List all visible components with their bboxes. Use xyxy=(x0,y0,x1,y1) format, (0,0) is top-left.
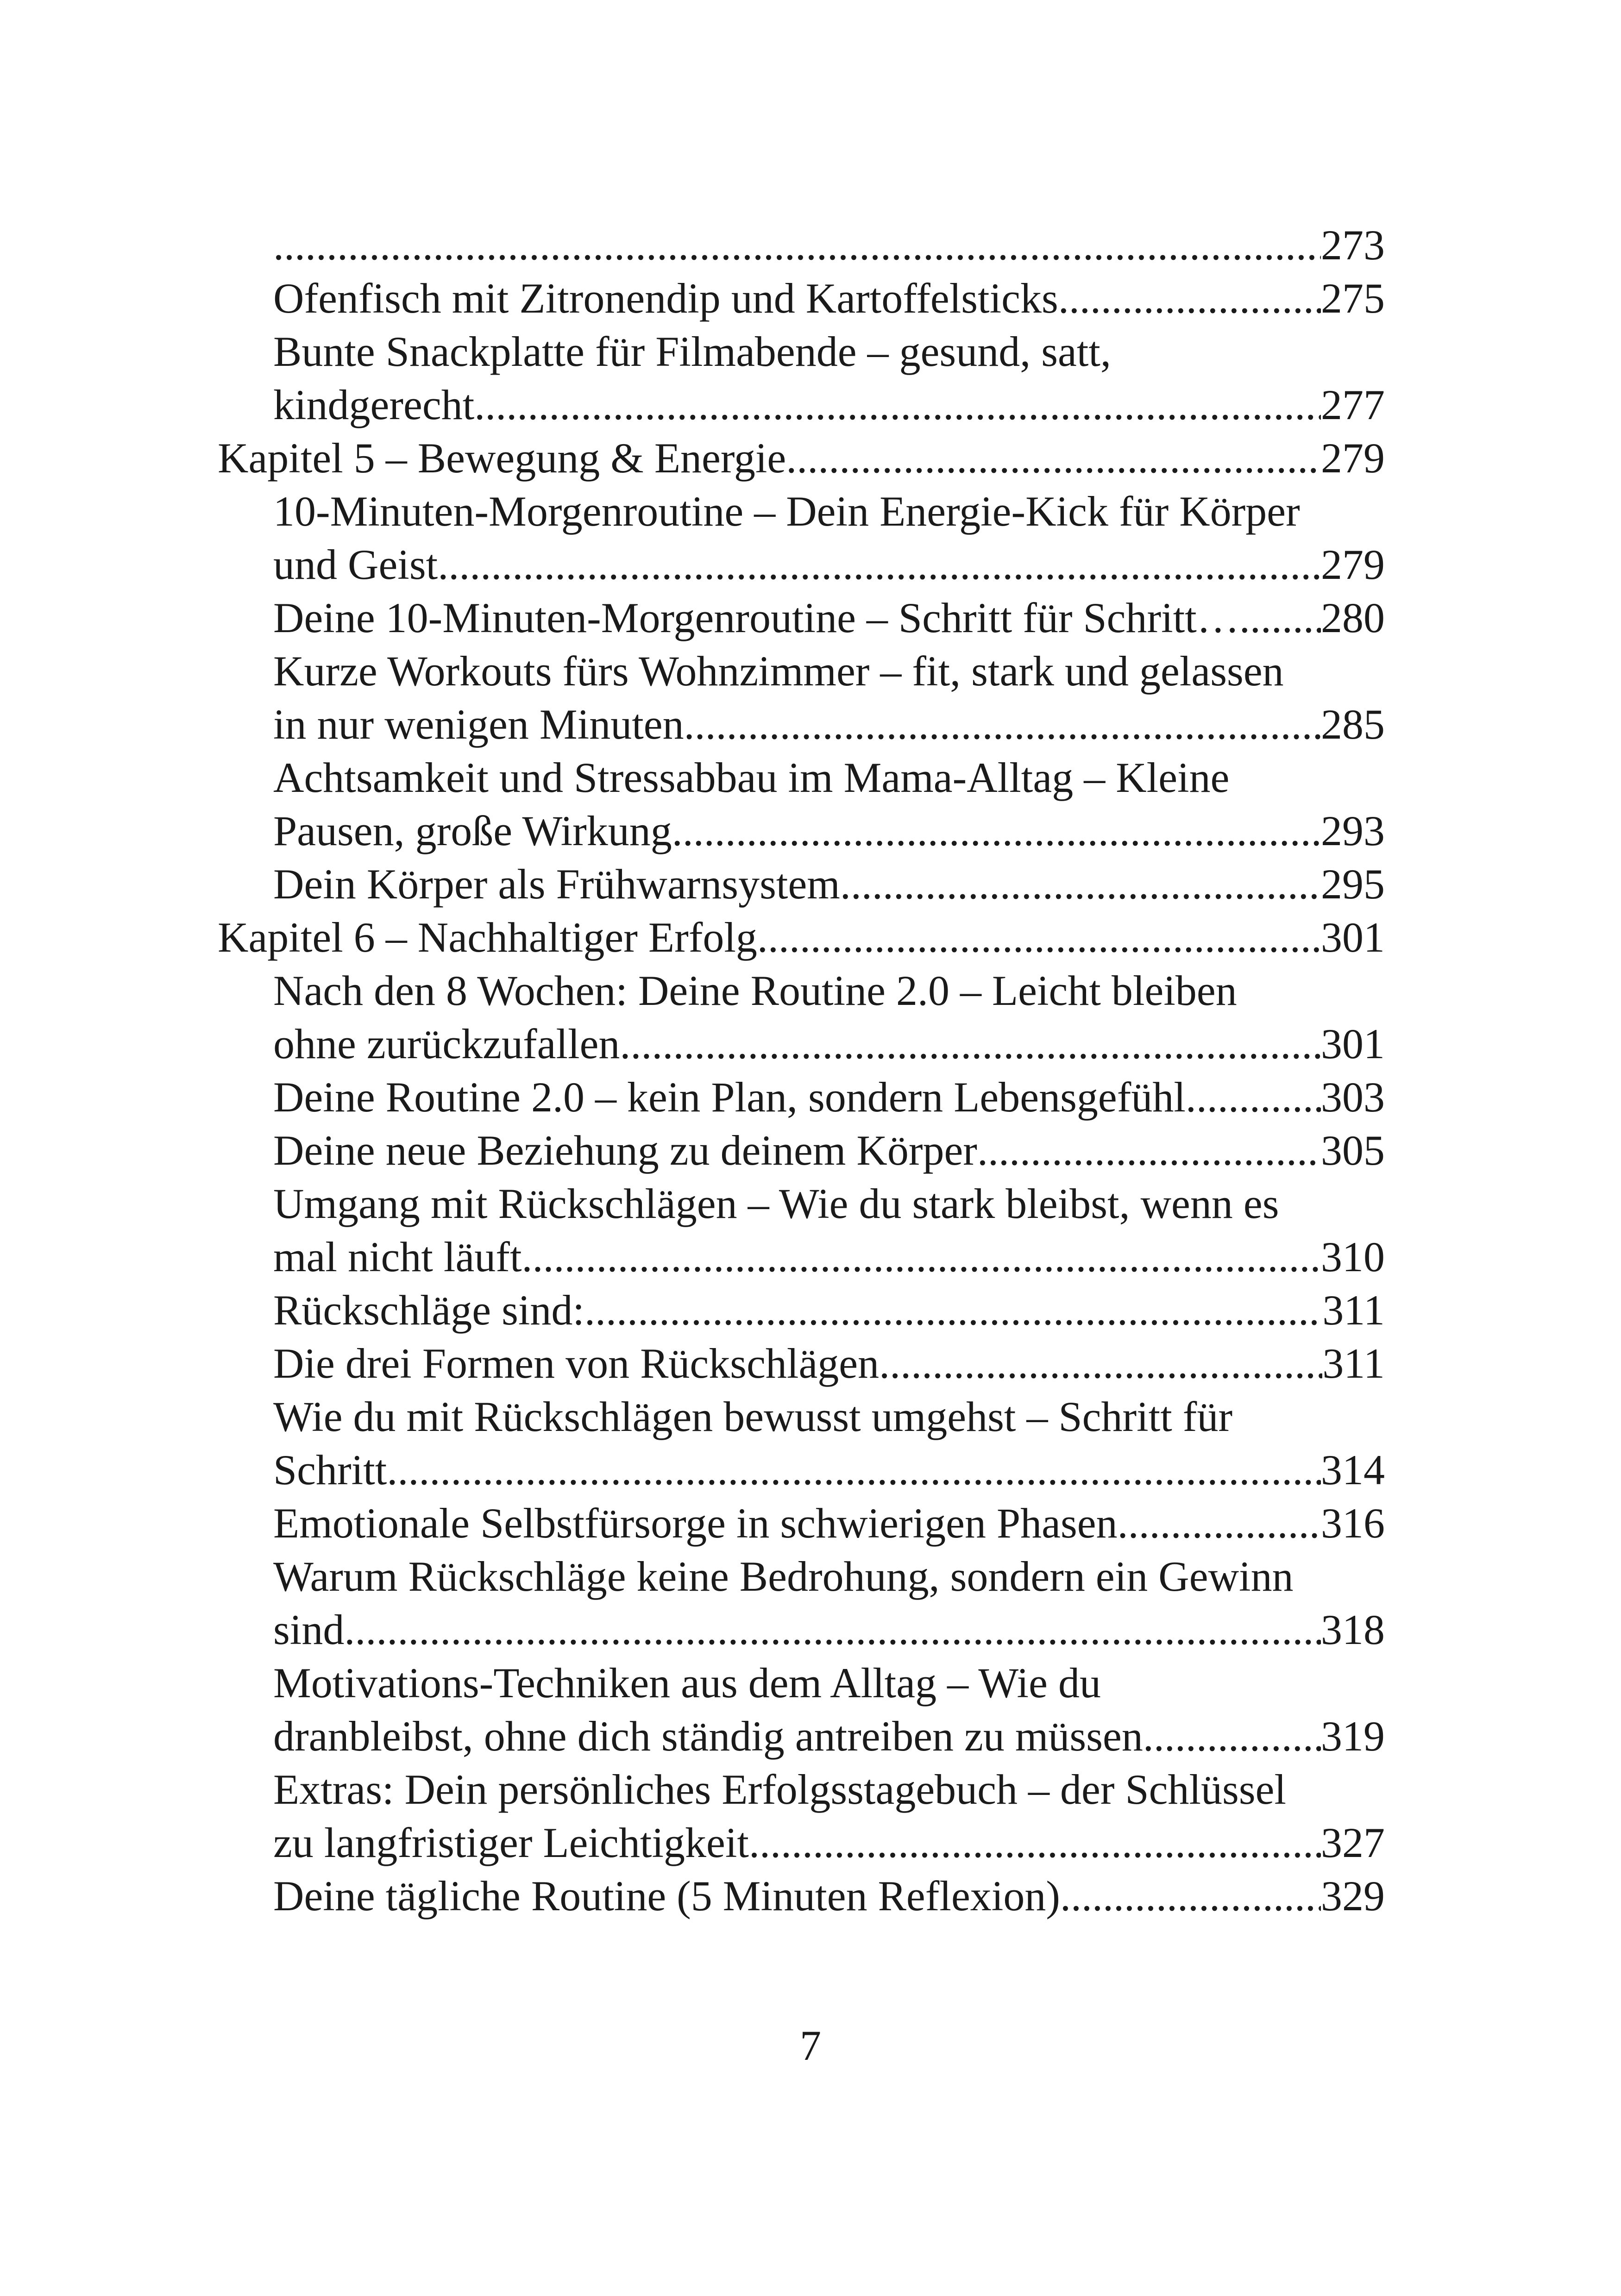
toc-page-number: 280 xyxy=(1321,594,1385,641)
toc-page-number: 273 xyxy=(1321,221,1385,269)
toc-section-entry[interactable] xyxy=(273,1497,1385,1550)
toc-entry-title: zu langfristiger Leichtigkeit xyxy=(273,1819,749,1866)
toc-section-entry[interactable] xyxy=(273,1390,1385,1497)
toc-entry-row xyxy=(273,272,1385,325)
dot-leader xyxy=(584,1284,1322,1337)
toc-entry-title-line1: Achtsamkeit und Stressabbau im Mama-Alltag – Kleine xyxy=(273,754,1230,801)
toc-section-entry[interactable] xyxy=(273,964,1385,1071)
toc-entry-title: in nur wenigen Minuten xyxy=(273,701,684,748)
toc-section-entry[interactable] xyxy=(273,1337,1385,1390)
toc-entry-title: dranbleibst, ohne dich ständig antreiben zu müssen xyxy=(273,1713,1143,1760)
toc-entry-title: Deine Routine 2.0 – kein Plan, sondern Lebensgefühl xyxy=(273,1073,1186,1121)
toc-section-entry[interactable] xyxy=(273,751,1385,858)
dot-leader xyxy=(1239,591,1321,645)
toc-section-entry[interactable] xyxy=(273,1177,1385,1284)
page-number: 7 xyxy=(800,2022,821,2069)
toc-entry-title: Schritt xyxy=(273,1446,387,1493)
toc-entry-row xyxy=(218,911,1385,964)
toc-entry-title-line1: Umgang mit Rückschlägen – Wie du stark bleibst, wenn es xyxy=(273,1180,1279,1227)
dot-leader xyxy=(522,1230,1321,1284)
toc-entry-title: sind xyxy=(273,1606,345,1653)
toc-section-entry[interactable] xyxy=(273,1124,1385,1177)
toc-entry-row xyxy=(273,1284,1385,1337)
toc-page-number: 329 xyxy=(1321,1872,1385,1920)
toc-section-entry[interactable] xyxy=(273,1656,1385,1763)
toc-section-entry[interactable] xyxy=(273,485,1385,591)
toc-entry-title: Deine 10-Minuten-Morgenroutine – Schritt für Schritt… xyxy=(273,594,1239,641)
toc-entry-title: Deine tägliche Routine (5 Minuten Reflexion) xyxy=(273,1872,1060,1920)
toc-page-number: 275 xyxy=(1321,275,1385,322)
toc-entry-title: und Geist xyxy=(273,541,438,588)
dot-leader xyxy=(1118,1497,1321,1550)
dot-leader xyxy=(684,698,1321,751)
toc-entry-row xyxy=(273,378,1385,432)
toc-entry-row xyxy=(273,219,1385,272)
toc-entry-row xyxy=(273,1869,1385,1923)
toc-entry-row xyxy=(273,858,1385,911)
toc-entry-title: Deine neue Beziehung zu deinem Körper xyxy=(273,1127,977,1174)
toc-page-number: 279 xyxy=(1321,434,1385,482)
toc-entry-title: kindgerecht xyxy=(273,381,475,428)
toc-entry-row xyxy=(273,1710,1385,1763)
toc-section-entry[interactable] xyxy=(273,219,1385,272)
toc-page-number: 314 xyxy=(1321,1446,1385,1493)
toc-page-number: 293 xyxy=(1321,807,1385,854)
toc-entry-title: Die drei Formen von Rückschlägen xyxy=(273,1340,880,1387)
toc-entry-title-line1: Extras: Dein persönliches Erfolgsstagebuch – der Schlüssel xyxy=(273,1766,1287,1813)
toc-entry-row xyxy=(218,432,1385,485)
toc-page-number: 285 xyxy=(1321,701,1385,748)
toc-page-number: 318 xyxy=(1321,1606,1385,1653)
toc-section-entry[interactable] xyxy=(273,1550,1385,1656)
toc-entry-row xyxy=(273,1071,1385,1124)
toc-section-entry[interactable] xyxy=(273,272,1385,325)
dot-leader xyxy=(757,911,1321,964)
dot-leader xyxy=(1143,1710,1321,1763)
toc-section-entry[interactable] xyxy=(273,645,1385,751)
toc-page-number: 305 xyxy=(1321,1127,1385,1174)
dot-leader xyxy=(977,1124,1321,1177)
dot-leader xyxy=(786,432,1321,485)
toc-entry-row xyxy=(273,1497,1385,1550)
toc-entry-title: Dein Körper als Frühwarnsystem xyxy=(273,860,840,908)
table-of-contents xyxy=(218,219,1385,1923)
toc-section-entry[interactable] xyxy=(273,591,1385,645)
toc-entry-row xyxy=(273,698,1385,751)
toc-entry-row xyxy=(273,1124,1385,1177)
toc-page-number: 301 xyxy=(1321,914,1385,961)
toc-page-number: 279 xyxy=(1321,541,1385,588)
toc-chapter-entry[interactable] xyxy=(218,911,1385,964)
toc-entry-title-line1: Motivations-Techniken aus dem Alltag – Wie du xyxy=(273,1659,1101,1706)
toc-entry-row xyxy=(273,1443,1385,1497)
dot-leader xyxy=(879,1337,1322,1390)
toc-entry-title: Kapitel 5 – Bewegung & Energie xyxy=(218,434,786,482)
toc-entry-row xyxy=(273,1230,1385,1284)
dot-leader xyxy=(387,1443,1321,1497)
toc-page-number: 277 xyxy=(1321,381,1385,428)
toc-entry-title: Pausen, große Wirkung xyxy=(273,807,672,854)
toc-page-number: 327 xyxy=(1321,1819,1385,1866)
toc-entry-title-line1: Warum Rückschläge keine Bedrohung, sondern ein Gewinn xyxy=(273,1553,1294,1600)
toc-entry-row xyxy=(273,1017,1385,1071)
toc-entry-title: Emotionale Selbstfürsorge in schwierigen Phasen xyxy=(273,1499,1118,1547)
toc-section-entry[interactable] xyxy=(273,1284,1385,1337)
toc-entry-row xyxy=(273,804,1385,858)
toc-entry-title: Ofenfisch mit Zitronendip und Kartoffelsticks xyxy=(273,275,1058,322)
toc-page-number: 311 xyxy=(1322,1286,1385,1334)
toc-entry-title: Kapitel 6 – Nachhaltiger Erfolg xyxy=(218,914,757,961)
dot-leader xyxy=(1058,272,1321,325)
dot-leader xyxy=(273,219,1321,272)
dot-leader xyxy=(840,858,1321,911)
toc-section-entry[interactable] xyxy=(273,858,1385,911)
dot-leader xyxy=(749,1816,1321,1869)
toc-section-entry[interactable] xyxy=(273,1869,1385,1923)
toc-entry-row xyxy=(273,538,1385,591)
toc-entry-title: ohne zurückzufallen xyxy=(273,1020,620,1067)
dot-leader xyxy=(672,804,1321,858)
toc-entry-title: Rückschläge sind: xyxy=(273,1286,584,1334)
toc-page-number: 310 xyxy=(1321,1233,1385,1280)
toc-entry-title-line1: Bunte Snackplatte für Filmabende – gesund, satt, xyxy=(273,328,1111,375)
toc-page-number: 301 xyxy=(1321,1020,1385,1067)
toc-entry-title-line1: Nach den 8 Wochen: Deine Routine 2.0 – Leicht bleiben xyxy=(273,967,1237,1014)
toc-entry-title-line1: Wie du mit Rückschlägen bewusst umgehst – Schritt für xyxy=(273,1393,1233,1440)
toc-page-number: 303 xyxy=(1321,1073,1385,1121)
dot-leader xyxy=(344,1603,1321,1656)
toc-chapter-entry[interactable] xyxy=(218,432,1385,485)
toc-entry-title: mal nicht läuft xyxy=(273,1233,522,1280)
dot-leader xyxy=(474,378,1321,432)
toc-section-entry[interactable] xyxy=(273,1763,1385,1869)
toc-entry-row xyxy=(273,1337,1385,1390)
toc-entry-row xyxy=(273,591,1385,645)
dot-leader xyxy=(438,538,1321,591)
toc-page-number: 311 xyxy=(1322,1340,1385,1387)
toc-entry-title-line1: 10-Minuten-Morgenroutine – Dein Energie-Kick für Körper xyxy=(273,488,1300,535)
toc-page-number: 316 xyxy=(1321,1499,1385,1547)
dot-leader xyxy=(1060,1869,1321,1923)
toc-page-number: 295 xyxy=(1321,860,1385,908)
toc-section-entry[interactable] xyxy=(273,1071,1385,1124)
toc-section-entry[interactable] xyxy=(273,325,1385,432)
dot-leader xyxy=(1186,1071,1321,1124)
toc-entry-row xyxy=(273,1603,1385,1656)
toc-page-number: 319 xyxy=(1321,1713,1385,1760)
toc-entry-title-line1: Kurze Workouts fürs Wohnzimmer – fit, stark und gelassen xyxy=(273,647,1284,695)
toc-entry-row xyxy=(273,1816,1385,1869)
dot-leader xyxy=(620,1017,1321,1071)
